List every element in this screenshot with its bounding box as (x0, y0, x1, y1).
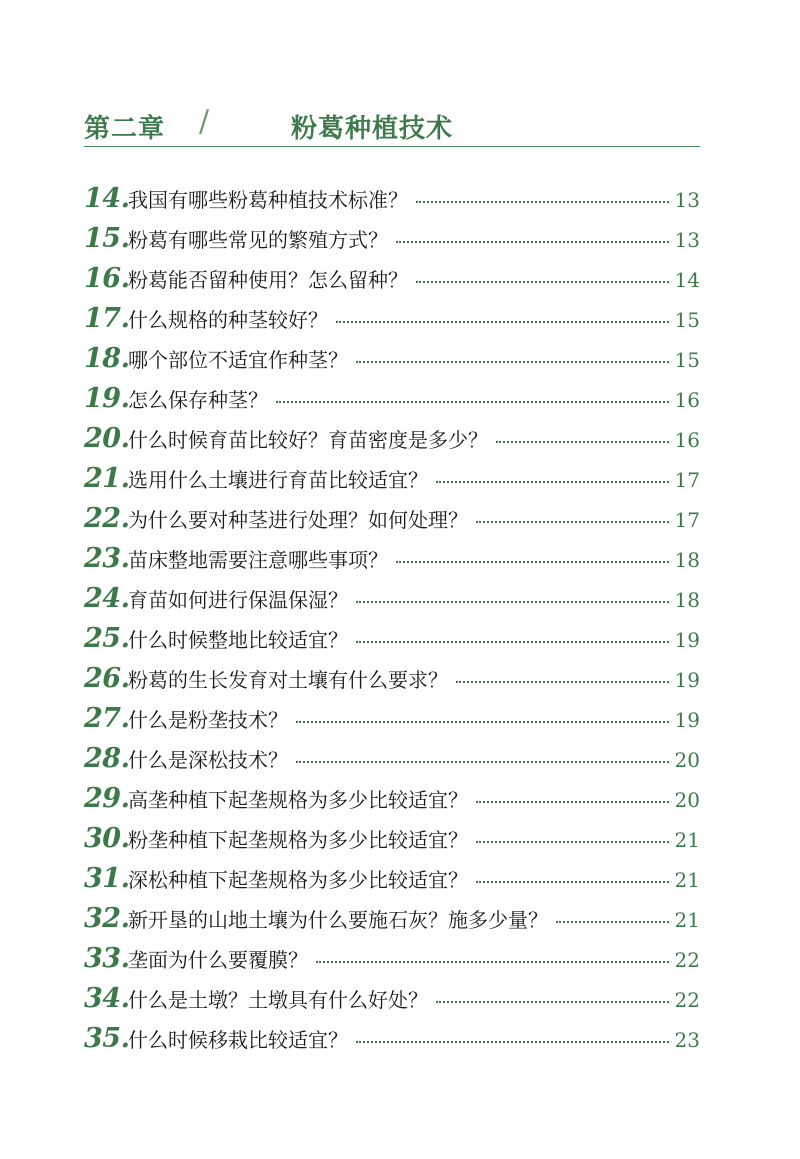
toc-entry-title: 粉葛能否留种使用？怎么留种？ (128, 268, 408, 292)
chapter-header (84, 104, 700, 147)
toc-entry-page-number: 23 (674, 1028, 700, 1052)
toc-entry-title: 选用什么土壤进行育苗比较适宜？ (128, 468, 428, 492)
toc-entry-title: 粉葛有哪些常见的繁殖方式？ (128, 228, 388, 252)
toc-entry-number: 28. (84, 743, 130, 774)
toc-dot-leader (336, 321, 669, 323)
toc-entry-number: 27. (84, 703, 130, 734)
toc-dot-leader (356, 641, 669, 643)
toc-entry-title: 粉葛的生长发育对土壤有什么要求？ (128, 668, 448, 692)
toc-entry[interactable] (84, 543, 700, 583)
toc-entry-title: 什么时候移栽比较适宜？ (128, 1028, 348, 1052)
toc-entry[interactable] (84, 583, 700, 623)
toc-entry-page-number: 19 (674, 668, 700, 692)
toc-entry-title: 怎么保存种茎？ (128, 388, 268, 412)
toc-entry[interactable] (84, 183, 700, 223)
toc-entry-page-number: 21 (674, 908, 700, 932)
chapter-separator: / (199, 104, 210, 139)
toc-entry-number: 32. (84, 903, 130, 934)
toc-entry[interactable] (84, 983, 700, 1023)
toc-entry-number: 23. (84, 543, 130, 574)
toc-entry-number: 22. (84, 503, 130, 534)
toc-dot-leader (316, 961, 669, 963)
toc-entry-title: 什么时候整地比较适宜？ (128, 628, 348, 652)
toc-entry-number: 35. (84, 1023, 130, 1054)
toc-entry-title: 粉垄种植下起垄规格为多少比较适宜？ (128, 828, 468, 852)
toc-entry-page-number: 20 (674, 788, 700, 812)
toc-entry-page-number: 15 (674, 348, 700, 372)
toc-entry-page-number: 20 (674, 748, 700, 772)
toc-entry[interactable] (84, 1023, 700, 1063)
toc-dot-leader (456, 681, 669, 683)
toc-dot-leader (396, 241, 669, 243)
toc-entry[interactable] (84, 623, 700, 663)
toc-entry-page-number: 18 (674, 588, 700, 612)
toc-dot-leader (356, 1041, 669, 1043)
toc-entry[interactable] (84, 263, 700, 303)
toc-dot-leader (476, 521, 669, 523)
toc-entry-page-number: 13 (674, 228, 700, 252)
toc-entry-number: 34. (84, 983, 130, 1014)
toc-entry[interactable] (84, 903, 700, 943)
toc-entry[interactable] (84, 783, 700, 823)
toc-entry-number: 17. (84, 303, 130, 334)
toc-entry-number: 19. (84, 383, 130, 414)
toc-entry[interactable] (84, 703, 700, 743)
toc-entry-number: 33. (84, 943, 130, 974)
toc-entry-page-number: 18 (674, 548, 700, 572)
toc-entry-number: 31. (84, 863, 130, 894)
toc-entry-title: 新开垦的山地土壤为什么要施石灰？施多少量？ (128, 908, 548, 932)
toc-dot-leader (396, 561, 669, 563)
toc-entry-page-number: 17 (674, 508, 700, 532)
toc-dot-leader (476, 881, 669, 883)
toc-entry-title: 什么是深松技术？ (128, 748, 288, 772)
toc-entry[interactable] (84, 823, 700, 863)
toc-entry-title: 什么规格的种茎较好？ (128, 308, 328, 332)
toc-entry[interactable] (84, 303, 700, 343)
toc-dot-leader (296, 721, 669, 723)
toc-entry-number: 24. (84, 583, 130, 614)
toc-entry-title: 什么时候育苗比较好？育苗密度是多少？ (128, 428, 488, 452)
toc-entry-number: 30. (84, 823, 130, 854)
toc-entry-title: 我国有哪些粉葛种植技术标准？ (128, 188, 408, 212)
toc-entry-page-number: 17 (674, 468, 700, 492)
toc-entry-number: 26. (84, 663, 130, 694)
toc-entry-number: 21. (84, 463, 130, 494)
toc-entry-page-number: 19 (674, 708, 700, 732)
toc-dot-leader (476, 841, 669, 843)
toc-dot-leader (296, 761, 669, 763)
toc-entry-title: 垄面为什么要覆膜？ (128, 948, 308, 972)
toc-entry-page-number: 13 (674, 188, 700, 212)
toc-dot-leader (356, 601, 669, 603)
toc-entry-number: 18. (84, 343, 130, 374)
toc-entry[interactable] (84, 743, 700, 783)
toc-entry-title: 哪个部位不适宜作种茎？ (128, 348, 348, 372)
toc-entry-page-number: 22 (674, 988, 700, 1012)
toc-entry[interactable] (84, 943, 700, 983)
toc-entry[interactable] (84, 503, 700, 543)
toc-dot-leader (436, 1001, 669, 1003)
toc-entry[interactable] (84, 383, 700, 423)
toc-entry-number: 14. (84, 183, 130, 214)
toc-dot-leader (356, 361, 669, 363)
toc-dot-leader (496, 441, 669, 443)
toc-dot-leader (556, 921, 669, 923)
toc-entry-title: 育苗如何进行保温保湿？ (128, 588, 348, 612)
toc-entry-title: 深松种植下起垄规格为多少比较适宜？ (128, 868, 468, 892)
toc-entry-page-number: 15 (674, 308, 700, 332)
toc-entry-page-number: 21 (674, 868, 700, 892)
toc-dot-leader (416, 201, 669, 203)
toc-entry-title: 高垄种植下起垄规格为多少比较适宜？ (128, 788, 468, 812)
toc-entry[interactable] (84, 863, 700, 903)
toc-entry-page-number: 22 (674, 948, 700, 972)
toc-entry[interactable] (84, 343, 700, 383)
toc-entry-number: 20. (84, 423, 130, 454)
toc-entry-page-number: 19 (674, 628, 700, 652)
chapter-label: 第二章 (84, 114, 166, 144)
table-of-contents (84, 183, 700, 1063)
chapter-title: 粉葛种植技术 (291, 114, 454, 144)
toc-entry-page-number: 21 (674, 828, 700, 852)
toc-entry-number: 29. (84, 783, 130, 814)
toc-entry[interactable] (84, 423, 700, 463)
toc-entry[interactable] (84, 463, 700, 503)
toc-entry-page-number: 16 (674, 428, 700, 452)
toc-entry-title: 什么是土墩？土墩具有什么好处？ (128, 988, 428, 1012)
toc-entry-title: 为什么要对种茎进行处理？如何处理？ (128, 508, 468, 532)
toc-dot-leader (436, 481, 669, 483)
toc-dot-leader (476, 801, 669, 803)
toc-entry-number: 15. (84, 223, 130, 254)
toc-entry-title: 苗床整地需要注意哪些事项？ (128, 548, 388, 572)
toc-entry-page-number: 14 (674, 268, 700, 292)
toc-dot-leader (416, 281, 669, 283)
toc-entry[interactable] (84, 663, 700, 703)
toc-entry-page-number: 16 (674, 388, 700, 412)
toc-entry-number: 16. (84, 263, 130, 294)
toc-entry-number: 25. (84, 623, 130, 654)
toc-entry-title: 什么是粉垄技术？ (128, 708, 288, 732)
toc-entry[interactable] (84, 223, 700, 263)
toc-dot-leader (276, 401, 669, 403)
